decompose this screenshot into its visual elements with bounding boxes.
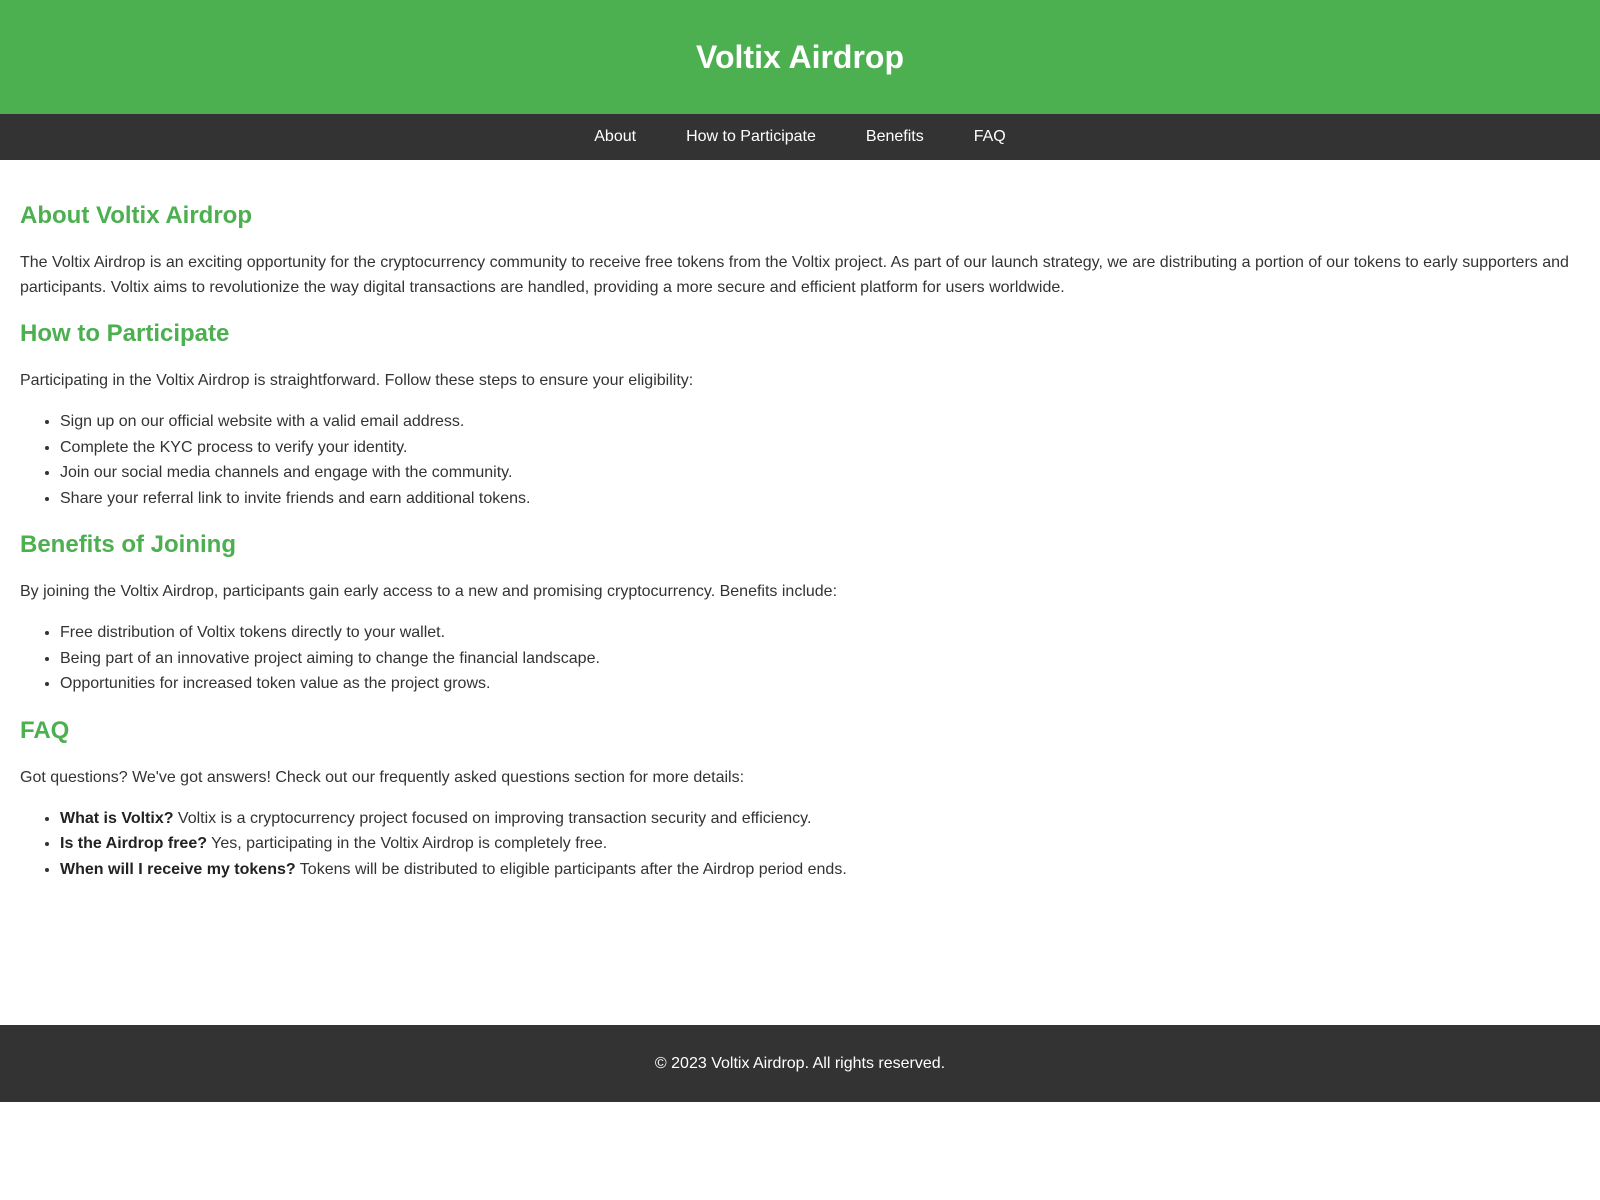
benefits-intro: By joining the Voltix Airdrop, participants gain early access to a new and promising cryptocurrency. Benefits include: <box>20 583 838 600</box>
about-text: The Voltix Airdrop is an exciting opportunity for the cryptocurrency community to receive free tokens from the Voltix project. As part of our launch strategy, we are distributing a portion of our tokens to early supporters and participants. Voltix aims to revolutionize the way digital transactions are handled, providing a more secure and efficient platform for users worldwide. <box>20 254 1569 296</box>
copyright-text: © 2023 Voltix Airdrop. All rights reserved. <box>654 1054 946 1072</box>
nav-link-how-to-participate[interactable]: How to Participate <box>686 128 816 145</box>
faq-answer: Tokens will be distributed to eligible participants after the Airdrop period ends. <box>295 860 847 878</box>
nav-link-about[interactable]: About <box>594 128 637 145</box>
list-item: • Sign up on our official website with a valid email address. <box>60 409 1580 435</box>
list-item: • Join our social media channels and engage with the community. <box>60 460 1580 486</box>
list-item: • Opportunities for increased token value as the project grows. <box>60 671 1580 697</box>
faq-question: When will I receive my tokens? <box>60 860 296 878</box>
list-item: • Complete the KYC process to verify your identity. <box>60 435 1580 461</box>
participate-heading: How to Participate <box>20 320 230 347</box>
site-title: Voltix Airdrop <box>696 38 904 75</box>
about-section <box>20 202 1580 300</box>
benefits-section <box>20 531 1580 697</box>
site-header <box>0 0 1600 114</box>
faq-section <box>20 717 1580 883</box>
main-content <box>0 160 1600 928</box>
participate-steps-list <box>20 409 1580 511</box>
main-nav <box>0 114 1600 160</box>
nav-link-faq[interactable]: FAQ <box>973 128 1006 145</box>
faq-answer: Voltix is a cryptocurrency project focused on improving transaction security and efficiency. <box>173 809 812 827</box>
site-footer <box>0 1025 1600 1102</box>
faq-item <box>60 857 1580 883</box>
faq-question: What is Voltix? <box>60 809 174 827</box>
faq-question: Is the Airdrop free? <box>60 835 207 852</box>
participate-intro: Participating in the Voltix Airdrop is straightforward. Follow these steps to ensure your eligibility: <box>20 372 694 389</box>
faq-answer: Yes, participating in the Voltix Airdrop is completely free. <box>206 835 608 852</box>
faq-intro: Got questions? We've got answers! Check out our frequently asked questions section for more details: <box>20 768 745 786</box>
benefits-heading: Benefits of Joining <box>20 531 236 558</box>
participate-section <box>20 320 1580 511</box>
benefits-list <box>20 620 1580 697</box>
nav-link-benefits[interactable]: Benefits <box>865 128 924 145</box>
faq-item <box>60 806 1580 832</box>
faq-heading: FAQ <box>20 716 70 744</box>
list-item: • Free distribution of Voltix tokens directly to your wallet. <box>60 620 1580 646</box>
faq-item <box>60 831 1580 857</box>
list-item: • Share your referral link to invite friends and earn additional tokens. <box>60 486 1580 512</box>
about-heading: About Voltix Airdrop <box>20 202 252 229</box>
faq-list <box>20 806 1580 883</box>
list-item: • Being part of an innovative project aiming to change the financial landscape. <box>60 646 1580 672</box>
